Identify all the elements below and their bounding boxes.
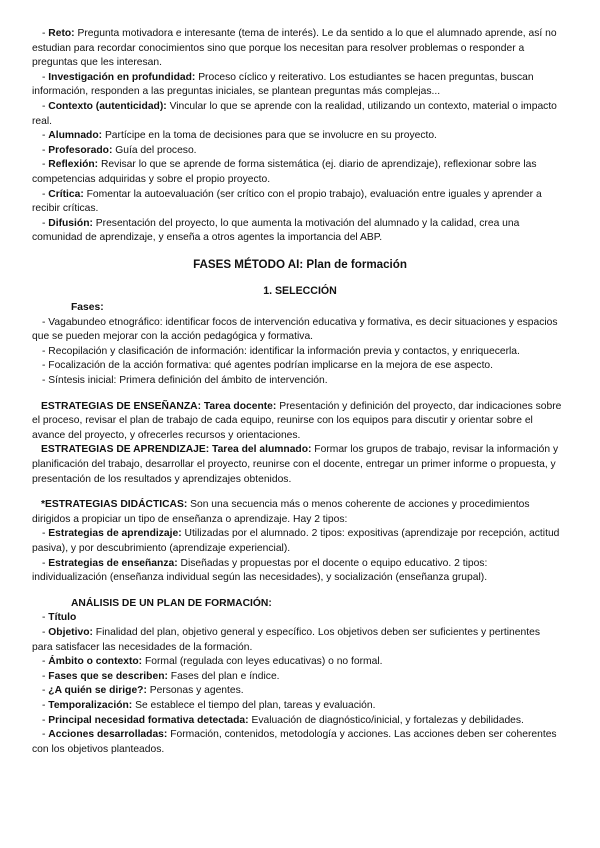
list-item: - Reto: Pregunta motivadora e interesante (tema de interés). Le da sentido a lo que el alumnado aprende, así no estudian para recordar conocimientos sino que porque los necesitan para resolver problemas o responder a preguntas que les interesan.: [32, 28, 557, 69]
didacticas-text: Son una secuencia más o menos coherente de acciones y procedimientos dirigidos a propiciar un tipo de enseñanza o aprendizaje. Hay 2 tipos:: [32, 499, 530, 525]
item-label: Objetivo:: [48, 626, 93, 638]
list-item: - Crítica: Fomentar la autoevaluación (ser crítico con el propio trabajo), evaluación entre iguales y aprender a recibir críticas.: [32, 188, 542, 215]
didacticas-label: *ESTRATEGIAS DIDÁCTICAS:: [41, 499, 188, 511]
list-item: - Vagabundeo etnográfico: identificar focos de intervención educativa y formativa, es decir situaciones y espacios que se pueden mejorar con la acción pedagógica y formativa.: [32, 316, 558, 343]
ensenanza-paragraph: [32, 400, 563, 444]
list-item: - Acciones desarrolladas: Formación, contenidos, metodología y acciones. Las acciones deben ser coherentes con los objetivos planteados.: [32, 729, 557, 755]
aprendizaje-text: Formar los grupos de trabajo, revisar la información y planificación del trabajo, desarrollar el proyecto, reunirse con el docente, entregar un primer informe o propuesta, y presentación de los resultados y aprendizajes obtenidos.: [32, 444, 559, 485]
fases-label: Fases:: [71, 302, 104, 314]
list-item: - Profesorado: Guía del proceso.: [42, 144, 197, 156]
item-label: Estrategias de enseñanza:: [48, 557, 178, 569]
item-label: Contexto (autenticidad):: [48, 100, 167, 112]
list-item: - ¿A quién se dirige?: Personas y agentes.: [42, 685, 244, 697]
item-label: Reto:: [48, 28, 75, 39]
item-text: Utilizadas por el alumnado. 2 tipos: expositivas (aprendizaje por recepción, actitud pasiva), y por descubrimiento (aprendizaje experiencial).: [32, 528, 560, 554]
list-item: - Objetivo: Finalidad del plan, objetivo general y específico. Los objetivos deben ser suficientes y pertinentes para satisfacer las necesidades de la formación.: [32, 626, 540, 653]
item-label: Principal necesidad formativa detectada:: [48, 714, 249, 726]
item-label: Reflexión:: [48, 159, 99, 171]
item-label: Alumnado:: [48, 130, 103, 142]
item-label: Título: [48, 612, 77, 624]
intro-list: [32, 27, 563, 246]
item-label: ¿A quién se dirige?:: [48, 685, 147, 697]
list-item: - Estrategias de aprendizaje: Utilizadas por el alumnado. 2 tipos: expositivas (aprendizaje por recepción, actitud pasiva), y por descubrimiento (aprendizaje experiencial).: [32, 528, 560, 554]
item-text: Fomentar la autoevaluación (ser crítico con el propio trabajo), evaluación entre iguales y aprender a recibir críticas.: [32, 188, 542, 215]
item-text: Vincular lo que se aprende con la realidad, utilizando un contexto, material o impacto real.: [32, 100, 557, 127]
list-item: - Alumnado: Partícipe en la toma de decisiones para que se involucre en su proyecto.: [42, 130, 437, 142]
item-label: Difusión:: [48, 217, 93, 229]
item-text: Diseñadas y propuestas por el docente o equipo educativo. 2 tipos: individualización (enseñanza individual según las necesidades), y socialización (enseñanza grupal).: [32, 557, 488, 584]
item-text: Presentación del proyecto, lo que aumenta la motivación del alumnado y la calidad, crea una comunidad de aprendizaje, y enseña a otros agentes la importancia del ABP.: [32, 217, 520, 244]
list-item: - Ámbito o contexto: Formal (regulada con leyes educativas) o no formal.: [42, 656, 383, 668]
list-item: - Temporalización: Se establece el tiempo del plan, tareas y evaluación.: [42, 699, 376, 711]
main-heading: FASES MÉTODO AI: Plan de formación: [193, 257, 407, 271]
list-item: - Estrategias de enseñanza: Diseñadas y propuestas por el docente o equipo educativo. 2 tipos: individualización (enseñanza individual según las necesidades), y socialización (enseñanza grupal).: [32, 557, 488, 584]
section-heading: 1. SELECCIÓN: [263, 284, 337, 297]
didacticas-paragraph: [32, 498, 563, 527]
ensenanza-label: ESTRATEGIAS DE ENSEÑANZA: Tarea docente:: [41, 400, 277, 412]
analysis-title: ANÁLISIS DE UN PLAN DE FORMACIÓN:: [71, 597, 272, 609]
item-text: Guía del proceso.: [112, 144, 197, 156]
item-text: Revisar lo que se aprende de forma sistemática (ej. diario de aprendizaje), reflexionar sobre las competencias adquiridas y sobre el propio proyecto.: [32, 159, 537, 185]
item-label: Ámbito o contexto:: [48, 656, 143, 668]
item-text: Formación, contenidos, metodología y acciones. Las acciones deben ser coherentes con los objetivos planteados.: [32, 729, 557, 755]
item-label: Fases que se describen:: [48, 670, 168, 682]
item-text: Finalidad del plan, objetivo general y específico. Los objetivos deben ser suficientes y pertinentes para satisfacer las necesidades de la formación.: [32, 626, 540, 653]
item-label: Temporalización:: [48, 699, 133, 711]
list-item: - Recopilación y clasificación de información: identificar la información previa y contactos, y enriquecerla.: [42, 345, 520, 357]
item-text: Personas y agentes.: [146, 685, 244, 697]
aprendizaje-label: ESTRATEGIAS DE APRENDIZAJE: Tarea del alumnado:: [41, 444, 312, 456]
ensenanza-text: Presentación y definición del proyecto, dar indicaciones sobre el proceso, revisar el plan de trabajo de cada equipo, reunirse con los equipos para discutir y orientar sobre el avance del proyecto, y ofrecerles recursos y orientaciones.: [32, 400, 562, 441]
item-label: Acciones desarrolladas:: [48, 729, 168, 741]
list-item: - Contexto (autenticidad): Vincular lo que se aprende con la realidad, utilizando un contexto, material o impacto real.: [32, 100, 557, 127]
item-text: Evaluación de diagnóstico/inicial, y fortalezas y debilidades.: [248, 714, 524, 726]
item-label: Investigación en profundidad:: [48, 71, 196, 83]
list-item: - Reflexión: Revisar lo que se aprende de forma sistemática (ej. diario de aprendizaje), reflexionar sobre las competencias adquiridas y sobre el propio proyecto.: [32, 159, 537, 185]
list-item: - Fases que se describen: Fases del plan e índice.: [42, 670, 280, 682]
item-text: Se establece el tiempo del plan, tareas y evaluación.: [132, 699, 376, 711]
list-item: - Título: [42, 612, 77, 624]
item-text: Formal (regulada con leyes educativas) o no formal.: [142, 656, 383, 668]
list-item: - Difusión: Presentación del proyecto, lo que aumenta la motivación del alumnado y la calidad, crea una comunidad de aprendizaje, y enseña a otros agentes la importancia del ABP.: [32, 217, 520, 244]
item-text: Partícipe en la toma de decisiones para que se involucre en su proyecto.: [102, 130, 437, 142]
item-text: Proceso cíclico y reiterativo. Los estudiantes se hacen preguntas, buscan información, responden a las preguntas iniciales, se plantean preguntas más complejas...: [32, 71, 534, 98]
list-item: - Focalización de la acción formativa: qué agentes podrían implicarse en la mejora de ese aspecto.: [42, 360, 494, 372]
list-item: - Síntesis inicial: Primera definición del ámbito de intervención.: [42, 375, 328, 387]
item-label: Profesorado:: [48, 144, 113, 156]
item-label: Crítica:: [48, 188, 84, 200]
item-text: Pregunta motivadora e interesante (tema de interés). Le da sentido a lo que el alumnado aprende, así no estudian para recordar conocimientos sino que porque los necesitan para resolver problemas o responder a preguntas que les interesan.: [32, 28, 557, 69]
item-text: Fases del plan e índice.: [167, 670, 280, 682]
aprendizaje-paragraph: [32, 443, 563, 487]
list-item: - Investigación en profundidad: Proceso cíclico y reiterativo. Los estudiantes se hacen preguntas, buscan información, responden a las preguntas iniciales, se plantean preguntas más complejas...: [32, 71, 534, 98]
item-label: Estrategias de aprendizaje:: [48, 528, 182, 540]
list-item: - Principal necesidad formativa detectada: Evaluación de diagnóstico/inicial, y fortalezas y debilidades.: [42, 714, 524, 726]
